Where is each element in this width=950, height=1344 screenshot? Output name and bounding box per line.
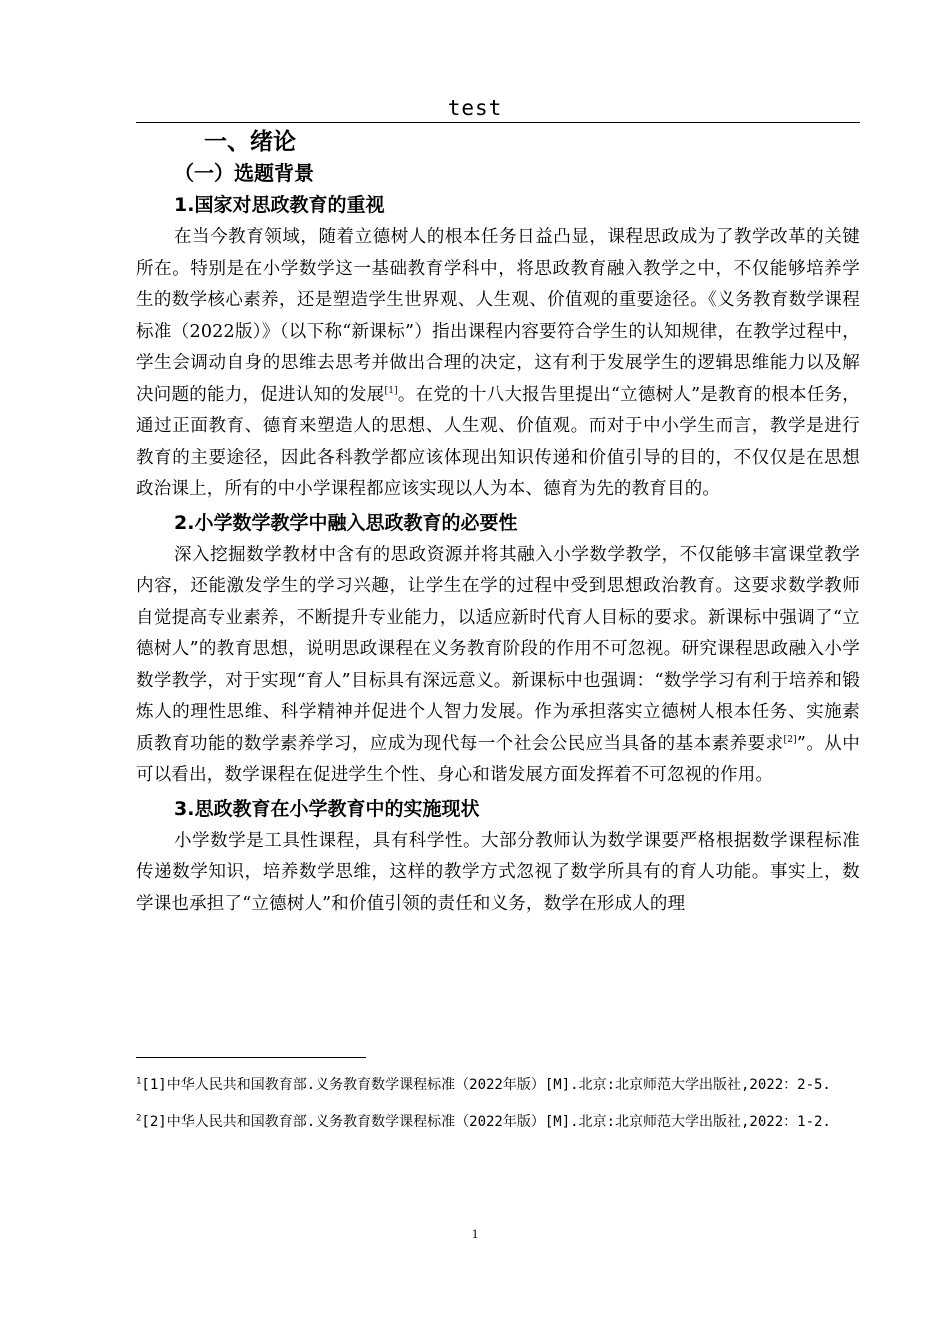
paragraph-1-text-a: 在当今教育领域，随着立德树人的根本任务日益凸显，课程思政成为了教学改革的关键所在。特别是在小学数学这一基础教育学科中，将思政教育融入教学之中，不仅能够培养学生的数学核心素养，还是塑造学生世界观、人生观、价值观的重要途径。《义务教育数学课程标准（2022版）》（以下称“新课标”）指出课程内容要符合学生的认知规律，在教学过程中，学生会调动自身的思维去思考并做出合理的决定，这有利于发展学生的逻辑思维能力以及解决问题的能力，促进认知的发展: [136, 227, 860, 405]
footnote-2: [136, 1107, 860, 1138]
footnote-mark-2: 2: [136, 1113, 142, 1124]
chapter-heading: 一、绪论: [204, 129, 296, 155]
header-rule: [136, 122, 860, 123]
subsection-heading-3: 3.思政教育在小学教育中的实施现状: [174, 797, 480, 820]
citation-ref-2[interactable]: [2]: [783, 734, 797, 745]
footnote-separator: [136, 1057, 366, 1058]
footnote-mark-1: 1: [136, 1076, 142, 1087]
footnote-text-2: [2]中华人民共和国教育部.义务教育数学课程标准（2022年版）[M].北京:北京师范大学出版社,2022：1-2.: [141, 1114, 831, 1130]
footnotes: [136, 1070, 860, 1144]
page-number: 1: [471, 1226, 479, 1241]
footnote-text-1: [1]中华人民共和国教育部.义务教育数学课程标准（2022年版）[M].北京:北京师范大学出版社,2022：2-5.: [141, 1077, 831, 1093]
page-body: [136, 126, 860, 920]
section-heading: （一）选题背景: [174, 161, 314, 185]
citation-ref-1[interactable]: [1]: [384, 385, 398, 396]
footnote-1: [136, 1070, 860, 1101]
running-header: test: [447, 96, 503, 120]
paragraph-3: 小学数学是工具性课程，具有科学性。大部分教师认为数学课要严格根据数学课程标准传递数学知识，培养数学思维，这样的教学方式忽视了数学所具有的育人功能。事实上，数学课也承担了“立德树人”和价值引领的责任和义务，数学在形成人的理: [136, 830, 860, 914]
paragraph-2-text-b: ”。从中可以看出，数学课程在促进学生个性、身心和谐发展方面发挥着不可忽视的作用。: [136, 733, 860, 785]
subsection-heading-1: 1.国家对思政教育的重视: [174, 194, 385, 216]
subsection-heading-2: 2.小学数学教学中融入思政教育的必要性: [174, 511, 518, 534]
paragraph-2-text-a: 深入挖掘数学教材中含有的思政资源并将其融入小学数学教学，不仅能够丰富课堂教学内容，还能激发学生的学习兴趣，让学生在学的过程中受到思想政治教育。这要求数学教师自觉提高专业素养，不断提升专业能力，以适应新时代育人目标的要求。新课标中强调了“立德树人”的教育思想，说明思政课程在义务教育阶段的作用不可忽视。研究课程思政融入小学数学教学，对于实现“育人”目标具有深远意义。新课标中也强调：“数学学习有利于培养和锻炼人的理性思维、科学精神并促进个人智力发展。作为承担落实立德树人根本任务、实施素质教育功能的数学素养学习，应成为现代每一个社会公民应当具备的基本素养要求: [136, 544, 860, 754]
paragraph-2: [136, 540, 860, 792]
paragraph-1-text-b: 。在党的十八大报告里提出“立德树人”是教育的根本任务，通过正面教育、德育来塑造人的思想、人生观、价值观。而对于中小学生而言，教学是进行教育的主要途径，因此各科教学都应该体现出知识传递和价值引导的目的，不仅仅是在思想政治课上，所有的中小学课程都应该实现以人为本、德育为先的教育目的。: [136, 384, 860, 499]
paragraph-1: [136, 222, 860, 506]
